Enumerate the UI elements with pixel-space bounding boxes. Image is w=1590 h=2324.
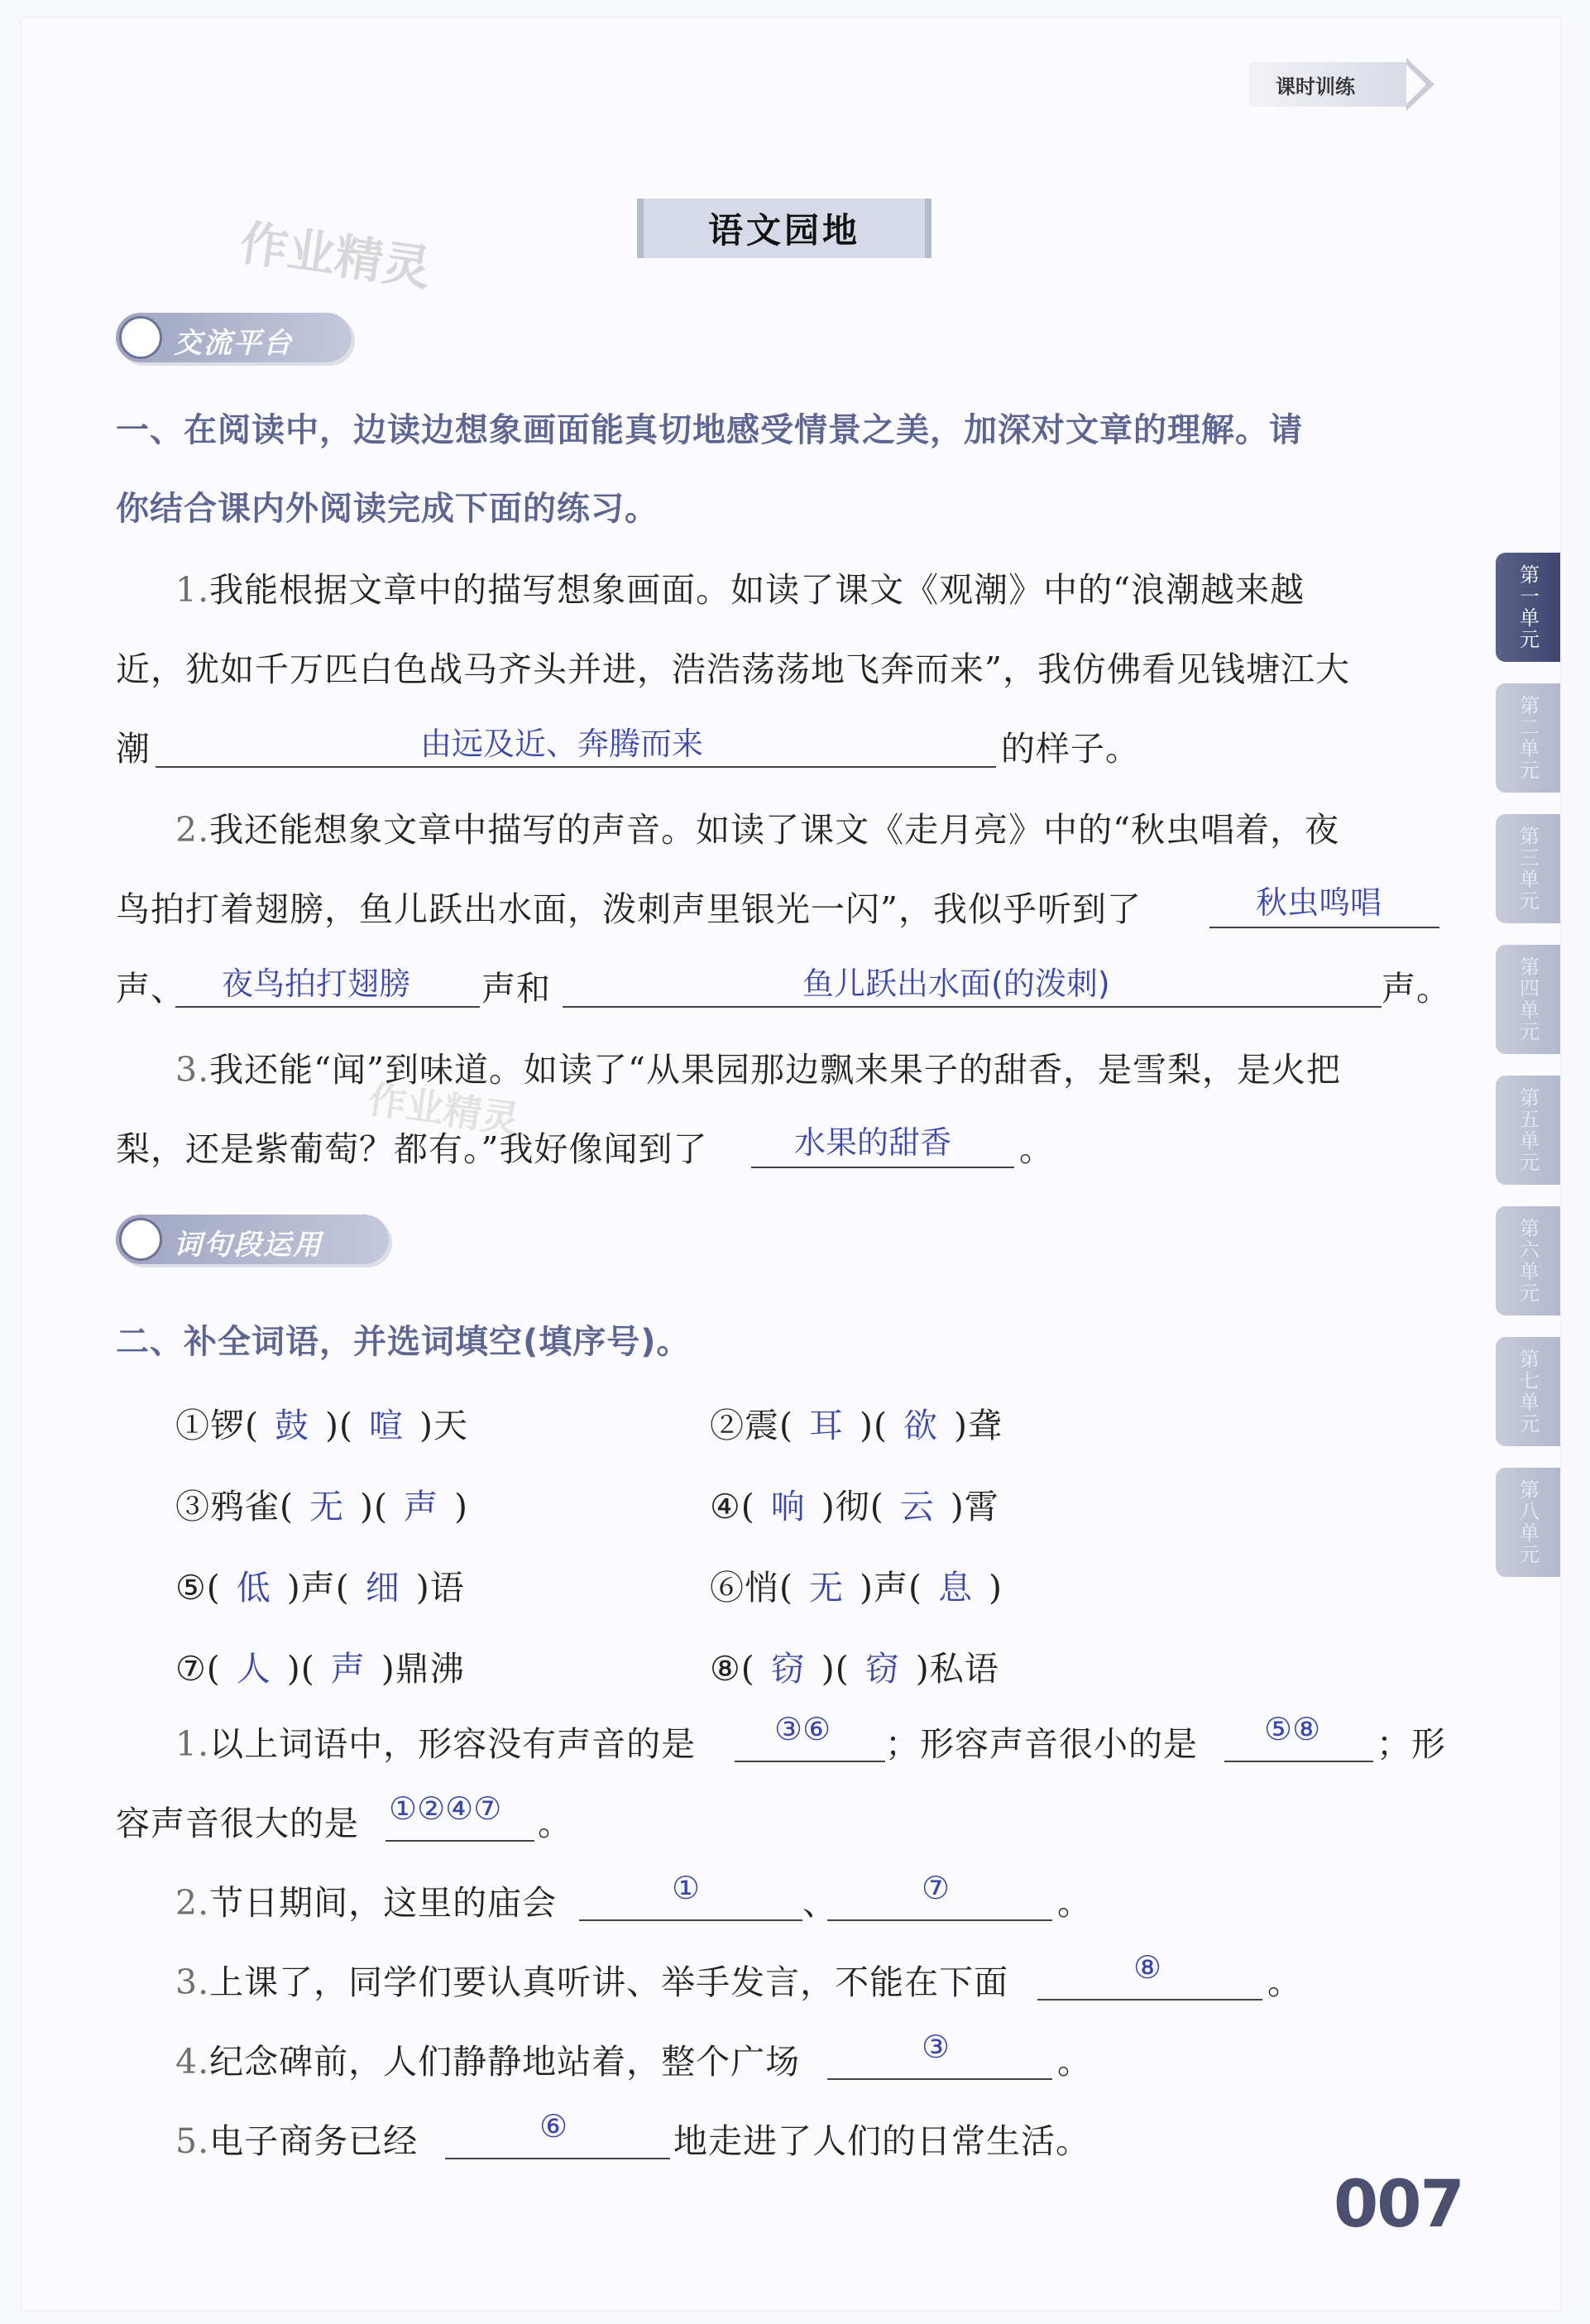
header-tab-label: 课时训练 bbox=[1276, 75, 1355, 98]
q1-item2-line3c: 声。 bbox=[1382, 969, 1451, 1009]
item-number: 1. bbox=[175, 1724, 210, 1764]
question-1-title-2: 你结合课内外阅读完成下面的练习。 bbox=[116, 490, 659, 528]
answer-blank bbox=[579, 1919, 802, 1921]
filled-character: 声 bbox=[404, 1487, 438, 1526]
unit-tab-6[interactable] bbox=[1496, 1206, 1560, 1315]
item-number: 1. bbox=[175, 570, 210, 610]
item-number: 2. bbox=[175, 810, 210, 850]
answer-text: 鱼儿跃出水面(的泼刺) bbox=[802, 966, 1110, 1002]
watermark-2: 作业精灵 bbox=[365, 1076, 523, 1143]
item-number: 3. bbox=[175, 1050, 210, 1090]
answer-blank bbox=[386, 1840, 534, 1842]
answer-blank bbox=[563, 1006, 1382, 1008]
header-arrow-inner bbox=[1406, 65, 1426, 104]
section-badge-label: 交流平台 bbox=[174, 327, 293, 360]
q1-item1-line3-post: 的样子。 bbox=[1001, 729, 1140, 769]
filled-character: 声 bbox=[330, 1649, 366, 1689]
q1-item3-line2-post: 。 bbox=[1019, 1129, 1054, 1169]
word-fragment: )( bbox=[360, 1487, 388, 1526]
unit-tab-7[interactable] bbox=[1496, 1337, 1560, 1446]
word-item bbox=[175, 1398, 468, 1447]
answer-text: ③⑥ bbox=[774, 1711, 831, 1747]
answer-text: 秋虫鸣唱 bbox=[1256, 884, 1382, 921]
word-fragment: )私语 bbox=[915, 1649, 999, 1689]
q2-sub1-line1 bbox=[175, 1717, 696, 1766]
item-number: 5. bbox=[175, 2121, 210, 2161]
q2-sub5-end: 地走进了人们的日常生活。 bbox=[673, 2121, 1090, 2161]
answer-blank bbox=[735, 1761, 885, 1762]
word-fragment: )( bbox=[286, 1649, 315, 1689]
word-fragment: )天 bbox=[419, 1406, 468, 1445]
word-item bbox=[175, 1560, 465, 1609]
word-fragment: )霄 bbox=[950, 1487, 999, 1526]
filled-character: 耳 bbox=[809, 1406, 844, 1445]
word-item bbox=[710, 1560, 1003, 1609]
word-fragment: ) bbox=[989, 1568, 1003, 1608]
question-1-title: 一、在阅读中，边读边想象画面能真切地感受情景之美，加深对文章的理解。请 bbox=[116, 411, 1303, 449]
q1-item1-line3-pre: 潮 bbox=[116, 729, 151, 769]
word-fragment: ⑥悄( bbox=[710, 1568, 793, 1608]
q1-item2-line3a: 声、 bbox=[116, 969, 185, 1009]
unit-tab-4[interactable] bbox=[1496, 945, 1560, 1054]
filled-character: 响 bbox=[770, 1487, 806, 1526]
word-fragment: )声( bbox=[860, 1568, 922, 1608]
word-fragment: ①锣( bbox=[175, 1406, 259, 1445]
answer-blank bbox=[751, 1167, 1014, 1168]
word-fragment: ) bbox=[454, 1487, 468, 1526]
word-fragment: ③鸦雀( bbox=[175, 1487, 294, 1526]
answer-text: ③ bbox=[922, 2029, 951, 2065]
q1-item3-line2: 梨，还是紫葡萄？都有。”我好像闻到了 bbox=[116, 1129, 708, 1169]
answer-text: ⑧ bbox=[1133, 1949, 1162, 1986]
q2-sub2-sep: 、 bbox=[802, 1883, 837, 1923]
item-text: 以上词语中，形容没有声音的是 bbox=[209, 1724, 697, 1764]
word-fragment: ⑦( bbox=[175, 1649, 221, 1689]
watermark: 作业精灵 bbox=[236, 214, 434, 297]
q2-sub2 bbox=[175, 1876, 557, 1924]
q2-sub1-line2-post: 。 bbox=[538, 1804, 572, 1843]
answer-text: ① bbox=[672, 1870, 701, 1906]
filled-character: 窃 bbox=[864, 1649, 900, 1689]
unit-tab-label: 第四单元 bbox=[1516, 956, 1540, 1042]
filled-character: 欲 bbox=[903, 1406, 938, 1445]
filled-character: 云 bbox=[899, 1487, 935, 1526]
filled-character: 人 bbox=[236, 1649, 271, 1689]
filled-character: 无 bbox=[809, 1568, 844, 1608]
page-title bbox=[637, 199, 931, 258]
unit-tab-3[interactable] bbox=[1496, 814, 1560, 923]
answer-blank bbox=[1209, 927, 1439, 928]
word-fragment: )( bbox=[821, 1649, 850, 1689]
unit-tab-label: 第一单元 bbox=[1516, 564, 1540, 650]
page-title-text: 语文园地 bbox=[707, 210, 860, 251]
item-text: 我还能想象文章中描写的声音。如读了课文《走月亮》中的“秋虫唱着，夜 bbox=[209, 810, 1340, 850]
item-number: 2. bbox=[175, 1883, 210, 1923]
word-item bbox=[710, 1479, 999, 1528]
answer-blank bbox=[1037, 1999, 1262, 2001]
answer-text: ⑤⑧ bbox=[1264, 1711, 1321, 1747]
item-text: 电子商务已经 bbox=[209, 2121, 419, 2161]
q2-sub5 bbox=[175, 2114, 418, 2163]
q2-sub3-end: 。 bbox=[1267, 1962, 1302, 2002]
word-item bbox=[710, 1398, 1003, 1447]
word-item bbox=[710, 1641, 999, 1690]
answer-text: ⑦ bbox=[922, 1870, 951, 1906]
word-fragment: ②震( bbox=[710, 1406, 793, 1445]
q1-item2-line3b: 声和 bbox=[481, 969, 551, 1009]
page-number: 007 bbox=[1334, 2168, 1463, 2242]
filled-character: 无 bbox=[309, 1487, 344, 1526]
unit-tab-8[interactable] bbox=[1496, 1468, 1560, 1577]
item-text: 纪念碑前，人们静静地站着，整个广场 bbox=[209, 2042, 801, 2082]
q1-item3-line1 bbox=[175, 1042, 1341, 1091]
question-2-title: 二、补全词语，并选词填空(填序号)。 bbox=[116, 1323, 691, 1361]
unit-tab-label: 第三单元 bbox=[1516, 826, 1540, 912]
q2-sub3 bbox=[175, 1955, 1008, 2004]
item-text: 我能根据文章中的描写想象画面。如读了课文《观潮》中的“浪潮越来越 bbox=[209, 570, 1305, 610]
word-fragment: )语 bbox=[415, 1568, 465, 1608]
section-badge-label: 词句段运用 bbox=[174, 1229, 323, 1262]
item-text: 我还能“闻”到味道。如读了“从果园那边飘来果子的甜香，是雪梨，是火把 bbox=[209, 1050, 1342, 1090]
section-badge-usage bbox=[116, 1215, 389, 1264]
word-fragment: )彻( bbox=[821, 1487, 884, 1526]
answer-blank bbox=[156, 766, 996, 768]
filled-character: 鼓 bbox=[275, 1406, 309, 1445]
unit-tab-1[interactable] bbox=[1496, 553, 1560, 662]
filled-character: 窃 bbox=[770, 1649, 806, 1689]
filled-character: 细 bbox=[365, 1568, 400, 1608]
unit-tab-label: 第六单元 bbox=[1516, 1218, 1540, 1304]
unit-tab-5[interactable] bbox=[1496, 1076, 1560, 1185]
filled-character: 喧 bbox=[369, 1406, 404, 1445]
word-fragment: )鼎沸 bbox=[381, 1649, 465, 1689]
target-icon bbox=[119, 316, 162, 359]
q1-item2-line1 bbox=[175, 803, 1339, 851]
word-item bbox=[175, 1641, 465, 1690]
answer-blank bbox=[445, 2158, 670, 2159]
q1-item1-line1 bbox=[175, 563, 1305, 611]
word-fragment: )( bbox=[860, 1406, 888, 1445]
word-fragment: ④( bbox=[710, 1487, 755, 1526]
section-badge-exchange bbox=[116, 313, 352, 362]
answer-text: ⑥ bbox=[539, 2108, 568, 2144]
word-fragment: )( bbox=[325, 1406, 353, 1445]
q1-item2-line2: 鸟拍打着翅膀，鱼儿跃出水面，泼刺声里银光一闪”，我似乎听到了 bbox=[116, 889, 1142, 929]
answer-blank bbox=[827, 1919, 1052, 1921]
answer-text: 夜鸟拍打翅膀 bbox=[222, 966, 411, 1002]
item-number: 3. bbox=[175, 1962, 210, 2002]
q2-sub1-text-b: ；形容声音很小的是 bbox=[885, 1724, 1198, 1764]
answer-text: 水果的甜香 bbox=[794, 1124, 952, 1161]
answer-text: ①②④⑦ bbox=[389, 1790, 502, 1827]
item-text: 上课了，同学们要认真听讲、举手发言，不能在下面 bbox=[209, 1962, 1009, 2002]
q2-sub4-end: 。 bbox=[1057, 2042, 1092, 2082]
word-fragment: )声( bbox=[286, 1568, 350, 1608]
word-fragment: )聋 bbox=[954, 1406, 1003, 1445]
q2-sub2-end: 。 bbox=[1057, 1883, 1092, 1923]
word-fragment: ⑤( bbox=[175, 1568, 221, 1608]
word-fragment: ⑧( bbox=[710, 1649, 755, 1689]
answer-text: 由远及近、奔腾而来 bbox=[420, 726, 704, 762]
item-number: 4. bbox=[175, 2042, 210, 2082]
unit-tab-label: 第二单元 bbox=[1516, 695, 1540, 781]
q2-sub1-text-c: ；形 bbox=[1377, 1724, 1446, 1764]
chat-icon bbox=[119, 1218, 162, 1261]
filled-character: 低 bbox=[236, 1568, 271, 1608]
unit-tab-label: 第五单元 bbox=[1516, 1087, 1540, 1173]
item-text: 节日期间，这里的庙会 bbox=[209, 1883, 558, 1923]
unit-tab-2[interactable] bbox=[1496, 683, 1560, 793]
q2-sub4 bbox=[175, 2034, 800, 2083]
answer-blank bbox=[175, 1006, 480, 1008]
unit-tab-label: 第七单元 bbox=[1516, 1349, 1540, 1435]
q1-item1-line2: 近，犹如千万匹白色战马齐头并进，浩浩荡荡地飞奔而来”，我仿佛看见钱塘江大 bbox=[116, 649, 1350, 689]
answer-blank bbox=[827, 2078, 1052, 2080]
word-item bbox=[175, 1479, 468, 1528]
unit-tab-label: 第八单元 bbox=[1516, 1479, 1540, 1565]
filled-character: 息 bbox=[938, 1568, 973, 1608]
answer-blank bbox=[1224, 1761, 1373, 1762]
q2-sub1-line2: 容声音很大的是 bbox=[116, 1804, 359, 1843]
header-tab bbox=[1249, 62, 1406, 107]
